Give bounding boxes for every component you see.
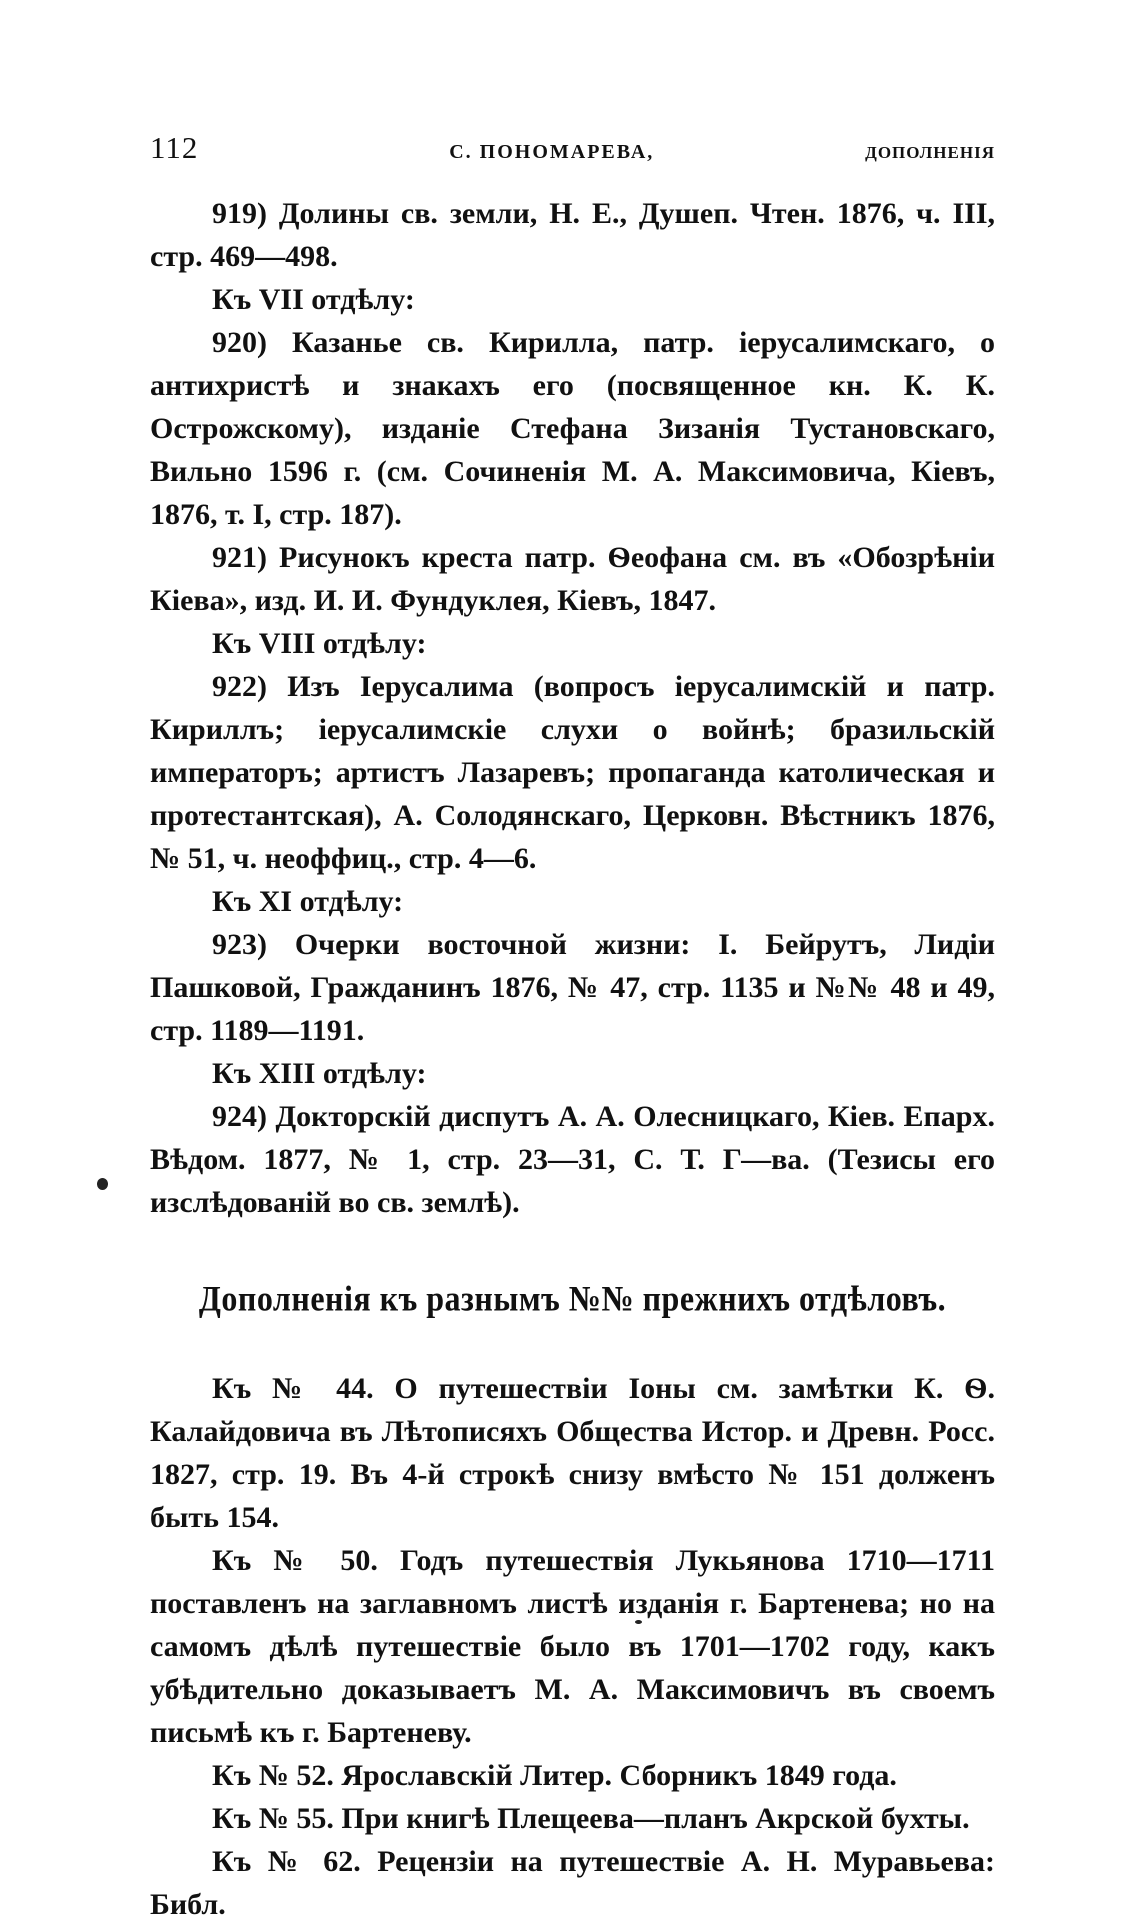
addition-52: Къ № 52. Ярославскій Литер. Сборникъ 1849 года. (212, 1759, 897, 1792)
additions-list (150, 1367, 995, 1926)
section-heading-viii: Къ VIII отдѣлу: (212, 627, 427, 660)
entry-920: 920) Казанье св. Кирилла, патр. іерусалимскаго, о антихристѣ и знакахъ его (посвященное кн. К. К. Острожскому), изданіе Стефана Зизанія Тустановскаго, Вильно 1596 г. (см. Сочиненія М. А. Максимовича, Кіевъ, 1876, т. I, стр. 187). (150, 326, 995, 531)
entry-923: 923) Очерки восточной жизни: I. Бейрутъ, Лидіи Пашковой, Гражданинъ 1876, № 47, стр. 1135 и №№ 48 и 49, стр. 1189—1191. (150, 928, 995, 1047)
section-heading-vii: Къ VII отдѣлу: (212, 283, 415, 316)
addition-55: Къ № 55. При книгѣ Плещеева—планъ Акрской бухты. (212, 1802, 970, 1835)
addition-44: Къ № 44. О путешествіи Іоны см. замѣтки К. Ѳ. Калайдовича въ Лѣтописяхъ Общества Истор. и Древн. Росс. 1827, стр. 19. Въ 4-й строкѣ снизу вмѣсто № 151 долженъ быть 154. (150, 1372, 995, 1534)
running-title-section: ДОПОЛНЕНІЯ (865, 143, 995, 162)
additions-heading: Дополненія къ разнымъ №№ прежнихъ отдѣловъ. (198, 1277, 947, 1319)
print-speck (635, 1620, 642, 1624)
entry-919: 919) Долины св. земли, Н. Е., Душеп. Чтен. 1876, ч. III, стр. 469—498. (150, 197, 995, 273)
print-speck (97, 1178, 108, 1190)
entry-924: 924) Докторскій диспутъ А. А. Олесницкаго, Кіев. Епарх. Вѣдом. 1877, № 1, стр. 23—31, С. Т. Г—ва. (Тезисы его изслѣдованій во св. землѣ). (150, 1100, 995, 1219)
running-title-author: С. ПОНОМАРЕВА, (449, 141, 655, 163)
addition-62: Къ № 62. Рецензіи на путешествіе А. Н. Муравьева: Библ. (150, 1845, 995, 1921)
bibliography-entries (150, 192, 995, 1224)
addition-50: Къ № 50. Годъ путешествія Лукьянова 1710—1711 поставленъ на заглавномъ листѣ изданія г. Бартенева; но на самомъ дѣлѣ путешествіе было въ 1701—1702 году, какъ убѣдительно доказываетъ М. А. Максимовичъ въ своемъ письмѣ къ г. Бартеневу. (150, 1544, 995, 1749)
section-heading-xiii: Къ XIII отдѣлу: (212, 1057, 427, 1090)
entry-922: 922) Изъ Іерусалима (вопросъ іерусалимскій и патр. Кириллъ; іерусалимскіе слухи о войнѣ; бразильскій императоръ; артистъ Лазаревъ; пропаганда католическая и протестантская), А. Солодянскаго, Церковн. Вѣстникъ 1876, № 51, ч. неоффиц., стр. 4—6. (150, 670, 995, 875)
section-heading-xi: Къ XI отдѣлу: (212, 885, 404, 918)
entry-921: 921) Рисунокъ креста патр. Ѳеофана см. въ «Обозрѣніи Кіева», изд. И. И. Фундуклея, Кіевъ, 1847. (150, 541, 995, 617)
book-page (150, 130, 995, 1926)
running-header (150, 130, 995, 174)
page-number: 112 (150, 130, 199, 165)
